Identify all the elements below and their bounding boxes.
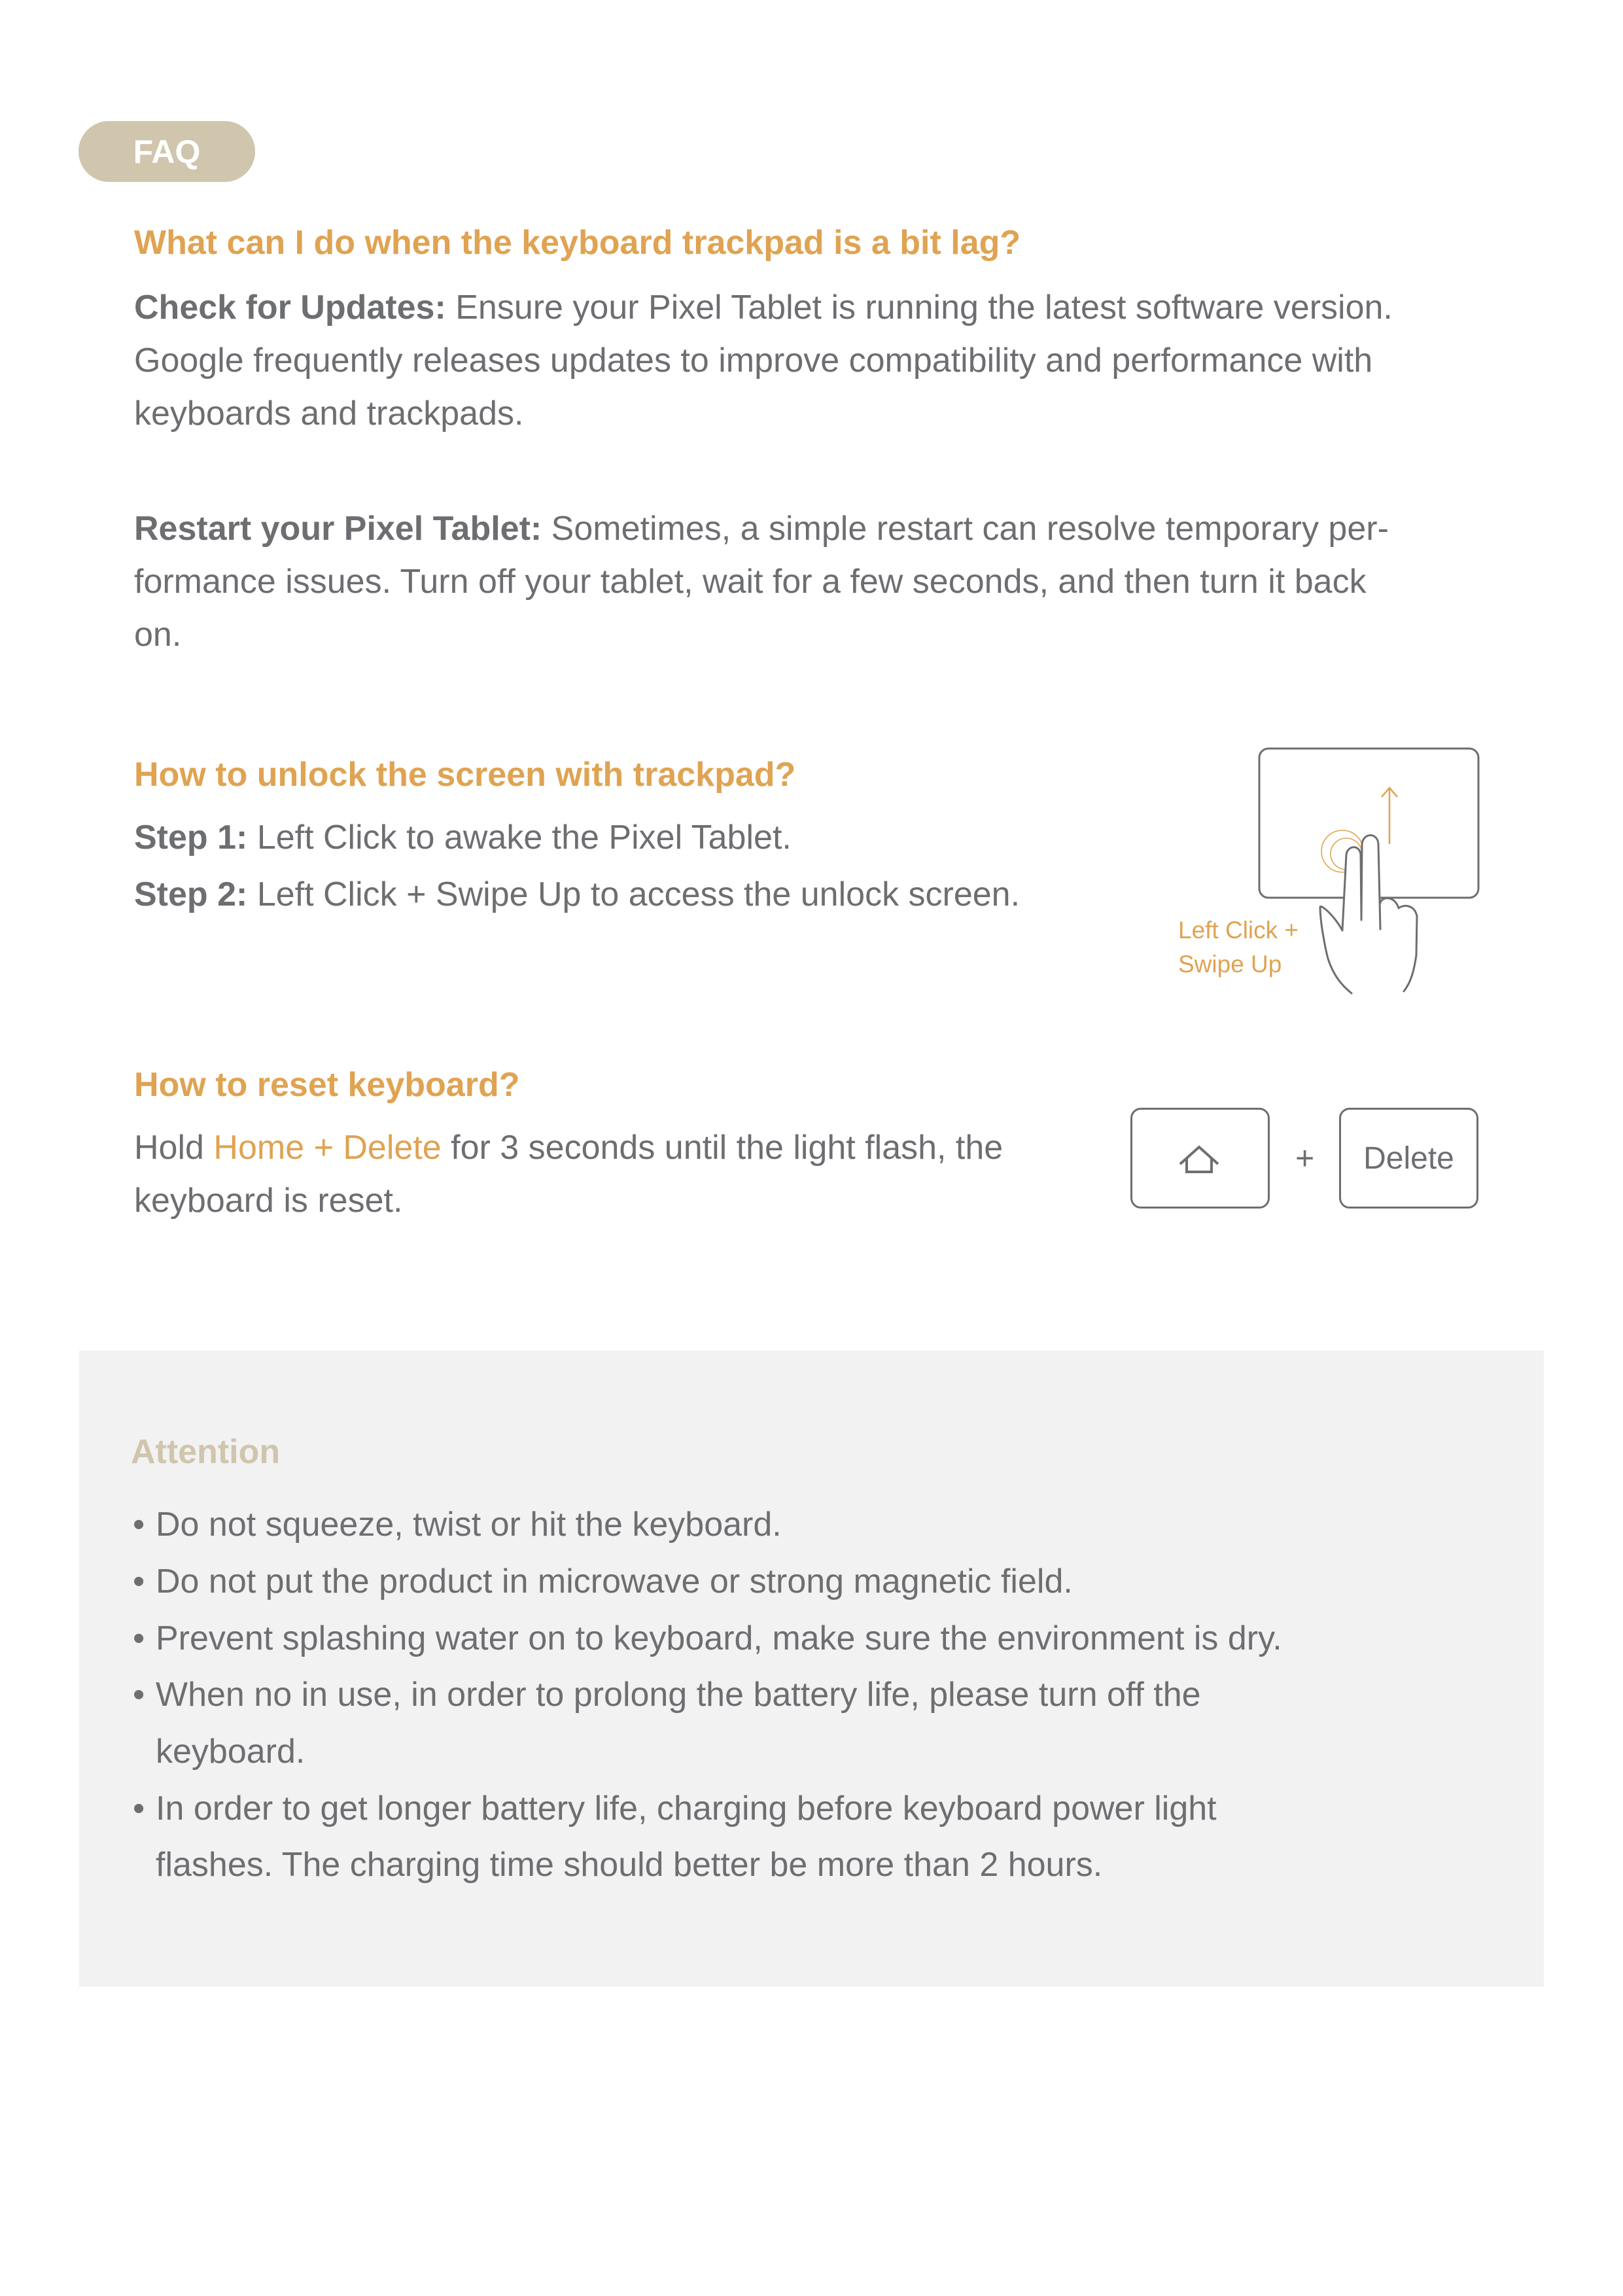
attention-title: Attention [131,1433,281,1471]
bullet-icon: • [133,1790,145,1828]
paragraph-check-updates-line-1 [134,291,1393,325]
text: Hold [134,1129,214,1167]
paragraph-check-updates-line-3: keyboards and trackpads. [134,395,524,433]
step-1-label: Step 1: [134,819,248,857]
paragraph-restart-line-2: formance issues. Turn off your tablet, wait for a few seconds, and then turn it back [134,563,1367,601]
label-restart: Restart your Pixel Tablet: [134,510,542,548]
delete-key [1339,1108,1478,1209]
step-2-text: Left Click + Swipe Up to access the unlock screen. [247,875,1021,913]
attention-item: Prevent splashing water on to keyboard, make sure the environment is dry. [156,1619,1282,1657]
attention-item-continued: keyboard. [156,1733,305,1771]
trackpad-caption-line-2: Swipe Up [1178,951,1282,978]
text: Sometimes, a simple restart can resolve temporary per- [542,510,1389,548]
bullet-icon: • [133,1619,145,1657]
step-2-label: Step 2: [134,875,248,913]
step-1 [134,821,792,855]
trackpad-caption-line-1: Left Click + [1178,917,1299,944]
step-2 [134,877,1020,911]
question-trackpad-lag: What can I do when the keyboard trackpad is a bit lag? [134,224,1021,262]
faq-badge [79,121,255,182]
delete-key-label: Delete [1363,1140,1454,1176]
plus-sign: + [1295,1140,1315,1176]
text: for 3 seconds until the light flash, the [441,1129,1003,1167]
highlight-home-delete: Home + Delete [213,1129,442,1167]
bullet-icon: • [133,1506,145,1544]
trackpad-swipe-up-icon [1243,733,1505,1008]
paragraph-restart-line-1 [134,512,1389,546]
paragraph-restart-line-3: on. [134,616,182,654]
bullet-icon: • [133,1676,145,1714]
label-check-updates: Check for Updates: [134,289,446,327]
attention-panel [79,1351,1544,1987]
reset-answer-line-2: keyboard is reset. [134,1182,403,1220]
reset-answer-line-1 [134,1131,1003,1165]
attention-item: When no in use, in order to prolong the battery life, please turn off the [156,1676,1201,1714]
attention-item: Do not squeeze, twist or hit the keyboard. [156,1506,782,1544]
home-key [1130,1108,1270,1209]
question-reset-keyboard: How to reset keyboard? [134,1066,520,1104]
text: Ensure your Pixel Tablet is running the latest software version. [445,289,1393,327]
step-1-text: Left Click to awake the Pixel Tablet. [247,819,792,857]
bullet-icon: • [133,1563,145,1600]
attention-item: Do not put the product in microwave or strong magnetic field. [156,1563,1073,1600]
home-icon [1178,1142,1223,1174]
paragraph-check-updates-line-2: Google frequently releases updates to improve compatibility and performance with [134,342,1373,380]
question-unlock-screen: How to unlock the screen with trackpad? [134,756,796,794]
attention-item-continued: flashes. The charging time should better be more than 2 hours. [156,1846,1103,1884]
attention-item: In order to get longer battery life, charging before keyboard power light [156,1790,1217,1828]
faq-badge-label: FAQ [133,133,201,170]
